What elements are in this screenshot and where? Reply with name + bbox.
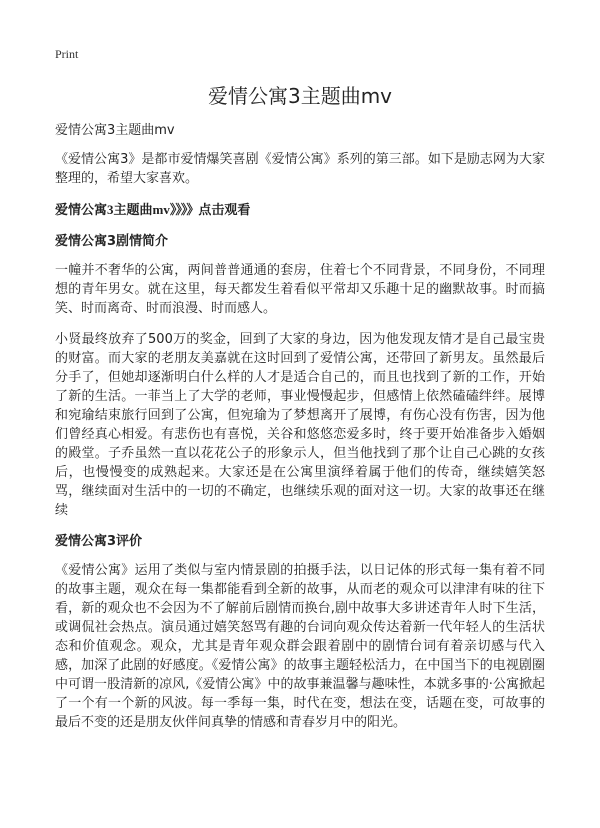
mv-link-arrows[interactable]: 》》》》 xyxy=(169,203,199,218)
section-heading-review: 爱情公寓3评价 xyxy=(55,534,143,549)
intro-paragraph: 《爱情公寓3》是都市爱情爆笑喜剧《爱情公寓》系列的第三部。如下是励志网为大家整理的，希望大家喜欢。 xyxy=(55,152,545,186)
mv-link-title[interactable]: 爱情公寓3主题曲mv xyxy=(55,202,170,217)
review-paragraph: 《爱情公寓》运用了类似与室内情景剧的拍摄手法，以日记体的形式每一集有着不同的故事主题，观众在每一集都能看到全新的故事，从而老的观众可以津津有味的往下看，新的观众也不会因为不了解前后剧情而换台,剧中故事大多讲述青年人时下生活，或调侃社会热点。演员通过嬉笑怒骂有趣的台词向观众传达着新一代年轻人的生活状态和价值观念。观众，尤其是青年观众群会跟着剧中的剧情台词有着亲切感与代入感，加深了此剧的好感度。《爱情公寓》的故事主题轻松活力，在中国当下的电视剧圈中可谓一股清新的凉风,《爱情公寓》中的故事兼温馨与趣味性，本就多事的·公寓掀起了一个有一个新的风波。每一季每一集，时代在变，想法在变，话题在变，可故事的最后不变的还是朋友伙伴间真挚的情感和青春岁月中的阳光。 xyxy=(55,563,545,730)
document-body xyxy=(55,121,545,744)
print-label: Print xyxy=(55,47,79,61)
page-title: 爱情公寓3主题曲mv xyxy=(207,84,393,108)
mv-link[interactable] xyxy=(55,200,545,220)
synopsis-paragraph-2: 小贤最终放弃了500万的奖金，回到了大家的身边，因为他发现友情才是自己最宝贵的财富。而大家的老朋友美嘉就在这时回到了爱情公寓，还带回了新男友。虽然最后分手了，但她却逐渐明白什么样的人才是适合自己的，而且也找到了新的工作，开始了新的生活。一菲当上了大学的老师，事业慢慢起步，但感情上依然磕磕绊绊。展博和宛瑜结束旅行回到了公寓，但宛瑜为了梦想离开了展博，有伤心没有伤害，因为他们曾经真心相爱。有悲伤也有喜悦，关谷和悠悠恋爱多时，终于要开始准备步入婚姻的殿堂。子乔虽然一直以花花公子的形象示人，但当他找到了那个让自己心跳的女孩后，也慢慢变的成熟起来。大家还是在公寓里演绎着属于他们的传奇，继续嬉笑怒骂，继续面对生活中的一切的不确定，也继续乐观的面对这一切。大家的故事还在继续 xyxy=(55,332,545,518)
section-heading-synopsis: 爱情公寓3剧情简介 xyxy=(55,234,169,249)
synopsis-paragraph-1: 一幢并不奢华的公寓，两间普普通通的套房，住着七个不同背景，不同身份，不同理想的青年男女。就在这里，每天都发生着看似平常却又乐趣十足的幽默故事。时而搞笑、时而离奇、时而浪漫、时而感人。 xyxy=(55,263,545,316)
mv-link-action[interactable]: 点击观看 xyxy=(198,203,251,218)
subtitle: 爱情公寓3主题曲mv xyxy=(55,123,175,138)
